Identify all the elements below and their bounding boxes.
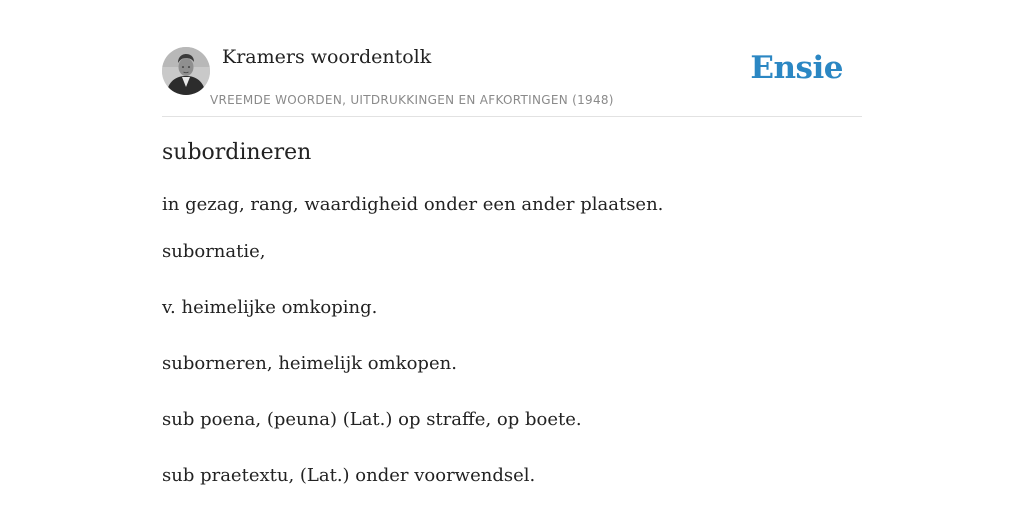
- book-subtitle: VREEMDE WOORDEN, UITDRUKKINGEN EN AFKORTINGEN (1948): [210, 93, 614, 107]
- portrait-image: [162, 47, 210, 95]
- following-entry: v. heimelijke omkoping.: [162, 297, 378, 318]
- following-entry: suborneren, heimelijk omkopen.: [162, 353, 457, 374]
- following-entry: sub praetextu, (Lat.) onder voorwendsel.: [162, 465, 536, 486]
- entry-headword: subordineren: [162, 140, 312, 165]
- main-container: [162, 0, 862, 486]
- header: [162, 0, 862, 117]
- book-title-link[interactable]: Kramers woordentolk: [222, 46, 432, 68]
- entry-definition: in gezag, rang, waardigheid onder een ander plaatsen.: [162, 194, 664, 215]
- ensie-logo-link[interactable]: Ensie: [750, 50, 843, 86]
- following-entry: sub poena, (peuna) (Lat.) op straffe, op boete.: [162, 409, 582, 430]
- following-entry: subornatie,: [162, 241, 266, 262]
- author-avatar[interactable]: [162, 47, 210, 95]
